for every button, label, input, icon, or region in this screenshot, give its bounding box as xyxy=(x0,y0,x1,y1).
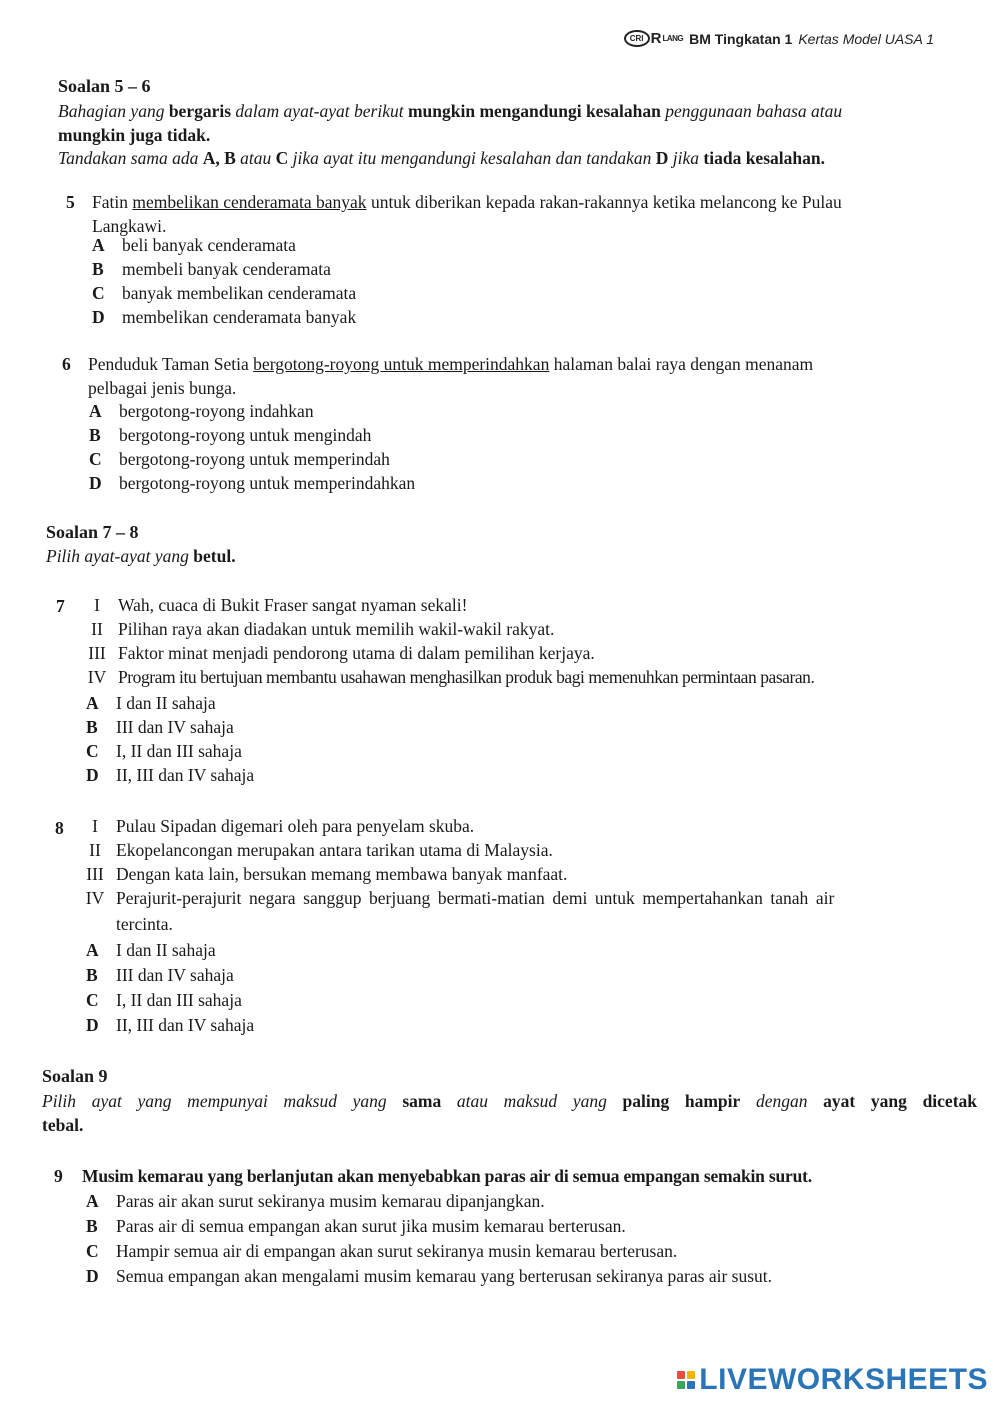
section-heading-7-8: Soalan 7 – 8 xyxy=(46,522,139,542)
underlined-phrase: membelikan cenderamata banyak xyxy=(132,192,367,212)
section-heading-5-6: Soalan 5 – 6 xyxy=(58,76,151,96)
question-number: 6 xyxy=(62,354,71,374)
question-stem: Fatin membelikan cenderamata banyak untuk diberikan kepada rakan-rakannya ketika melancong ke Pulau Langkawi. xyxy=(92,192,842,236)
question-9-stem: Musim kemarau yang berlanjutan akan menyebabkan paras air di semua empangan semakin surut. xyxy=(82,1166,812,1186)
question-9-number: 9 xyxy=(54,1166,63,1186)
section-instructions-5-6: Bahagian yang bergaris dalam ayat-ayat berikut mungkin mengandungi kesalahan penggunaan bahasa atau mungkin juga tidak. Tandakan sama ada A, B atau C jika ayat itu mengandungi kesalahan dan tandakan D jika tiada kesalahan. xyxy=(58,101,843,168)
liveworksheets-wordmark: LIVEWORKSHEETS xyxy=(699,1363,988,1396)
liveworksheets-watermark[interactable] xyxy=(677,1363,988,1397)
publisher-logo: CRI R LANG xyxy=(624,30,684,47)
section-instructions-7-8: Pilih ayat-ayat yang betul. xyxy=(46,546,236,566)
header-title: BM Tingkatan 1 xyxy=(689,30,793,47)
section-heading-9: Soalan 9 xyxy=(42,1066,108,1086)
question-stem: Penduduk Taman Setia bergotong-royong untuk memperindahkan halaman balai raya dengan menanam pelbagai jenis bunga. xyxy=(88,354,814,398)
question-number: 5 xyxy=(66,192,75,212)
liveworksheets-logo-icon xyxy=(677,1371,695,1389)
question-7-number: 7 xyxy=(56,596,65,616)
page-header xyxy=(624,30,934,47)
header-subtitle: Kertas Model UASA 1 xyxy=(798,30,934,47)
section-instructions-9: Pilih ayat yang mempunyai maksud yang sama atau maksud yang paling hampir dengan ayat yang dicetak tebal. xyxy=(42,1091,978,1135)
underlined-phrase: bergotong-royong untuk memperindahkan xyxy=(253,354,550,374)
worksheet-page: CRI R LANG BM Tingkatan 1 Kertas Model UASA 1 Soalan 5 – 6 Bahagian yang bergaris dalam ayat-ayat berikut mungkin mengandungi kesalahan penggunaan bahasa atau mungkin juga tidak. Tandakan sama ada A, B atau C jika ayat itu mengandungi kesalahan dan tandakan D jika tiada kesalahan. 5 Fatin membelikan cenderamata banyak untuk diberikan kepada rakan-rakannya ketika melancong ke Pulau Langkawi. A beli banyak cenderamata B membeli banyak cenderamata C banyak membelikan cenderamata D membelikan cenderamata banyak 6 Penduduk Taman Setia bergotong-royong untuk memperindahkan halaman balai raya dengan menanam pelbagai jenis bunga. A bergotong-royong indahkan B bergotong-royong untuk mengindah C bergotong-royong untuk memperindah D bergotong-royong untuk memperindahkan Soalan 7 – 8 Pilih ayat-ayat yang betul. 7 I Wah, cuaca di Bukit Fraser sangat nyaman sekali! II Pilihan raya akan diadakan untuk memilih wakil-wakil rakyat. III Faktor minat menjadi pendorong utama di dalam pemilihan kerjaya. IV Program itu bertujuan membantu usahawan menghasilkan produk bagi memenuhkan permintaan pasaran. A I dan II sahaja B III dan IV sahaja C I, II dan III sahaja D II, III dan IV sahaja 8 I Pulau Sipadan digemari oleh para penyelam skuba. II Ekopelancongan merupakan antara tarikan utama di Malaysia. III Dengan kata lain, bersukan memang membawa banyak manfaat. IV Perajurit-perajurit negara sanggup berjuang bermati-matian demi untuk mempertahankan tanah air tercinta. A I dan II sahaja B III dan IV sahaja C I, II dan III sahaja D II, III dan IV sahaja Soalan 9 Pilih ayat yang mempunyai maksud yang sama atau maksud yang paling hampir dengan ayat yang dicetak tebal. 9 Musim kemarau yang berlanjutan akan menyebabkan paras air di semua empangan semakin surut. A Paras air akan surut sekiranya musim kemarau dipanjangkan. B Paras air di semua empangan akan surut jika musim kemarau berterusan. C Hampir semua air di empangan akan surut sekiranya musin kemarau berterusan. D Semua empangan akan mengalami musim kemarau yang berterusan sekiranya paras air susut. LIVEWORKSHEETS xyxy=(42,30,988,1396)
question-8-number: 8 xyxy=(55,818,64,838)
